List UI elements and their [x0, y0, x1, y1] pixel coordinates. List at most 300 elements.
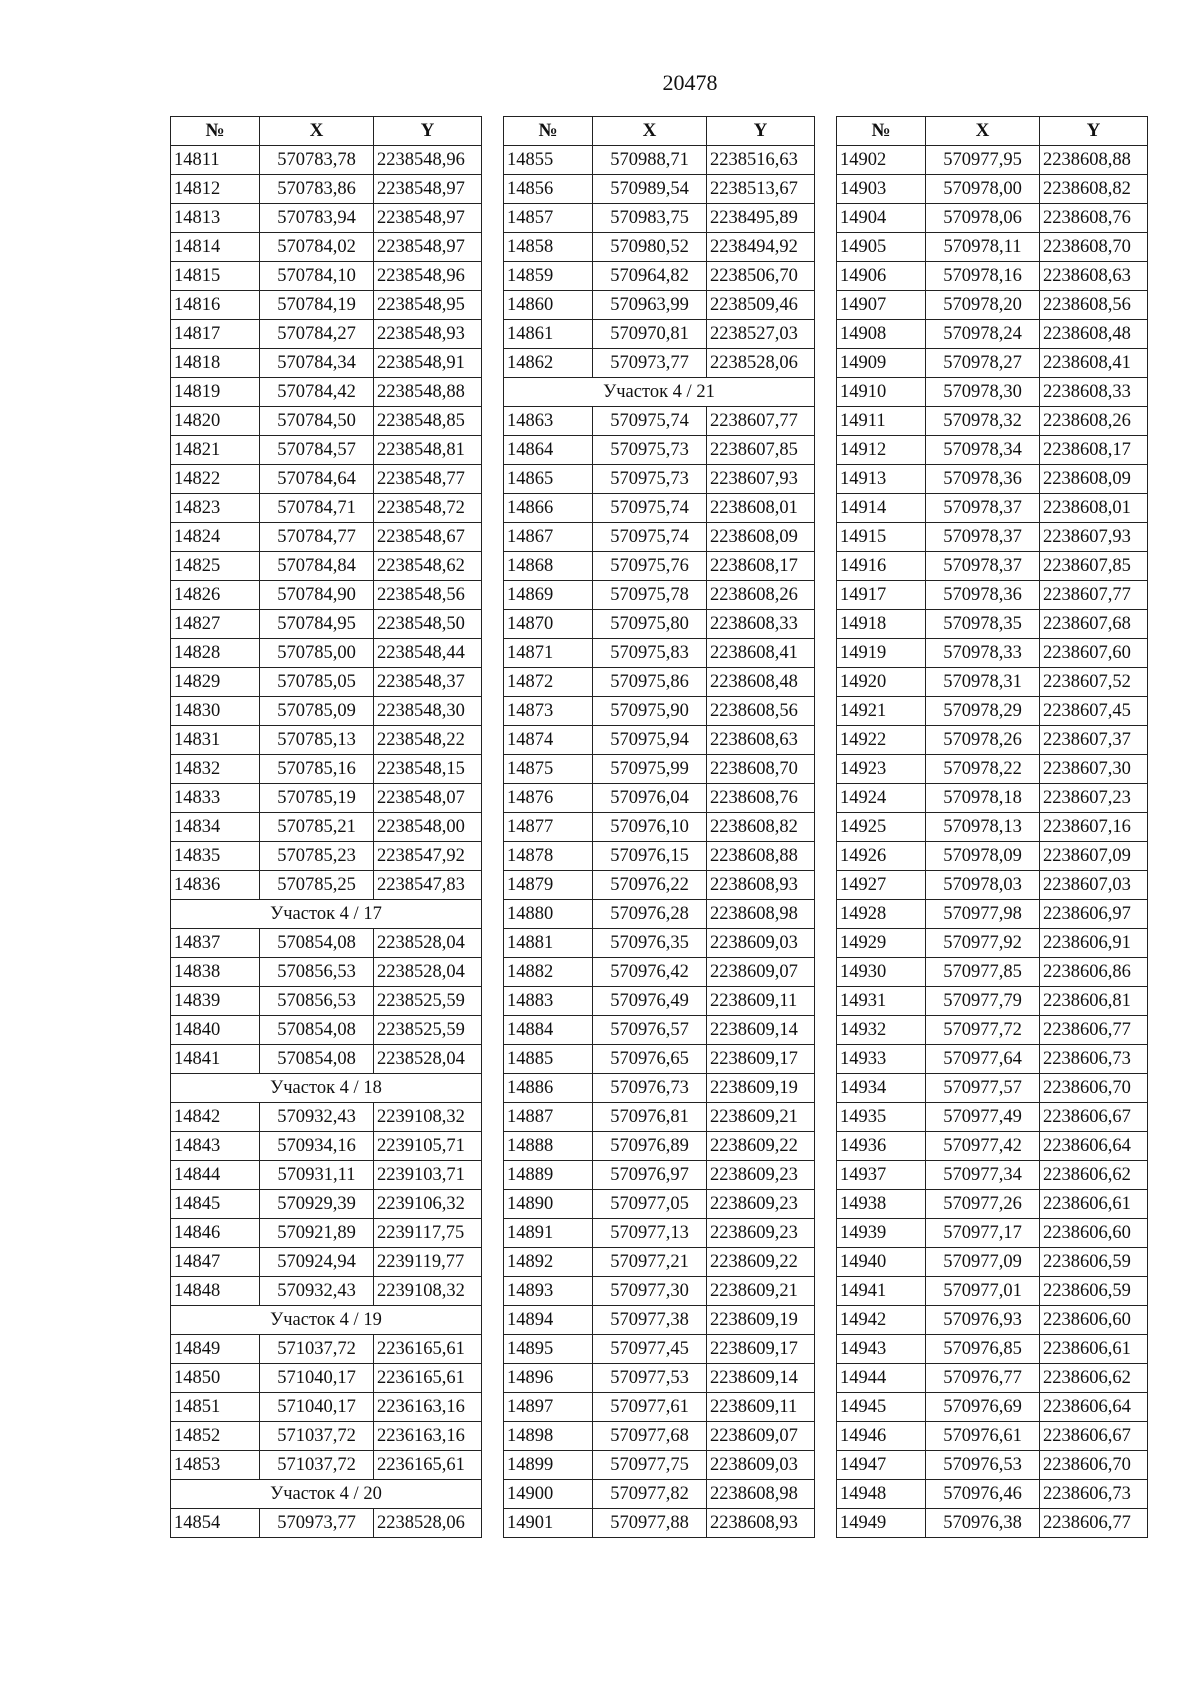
table-row — [504, 1451, 815, 1480]
x-coordinate-cell: 570978,00 — [926, 175, 1040, 204]
y-coordinate-cell: 2239117,75 — [374, 1219, 482, 1248]
y-coordinate-cell: 2238608,26 — [1040, 407, 1148, 436]
table-row — [837, 1132, 1148, 1161]
point-number-cell: 14838 — [171, 958, 260, 987]
x-coordinate-cell: 570784,27 — [260, 320, 374, 349]
table-row — [171, 1277, 482, 1306]
x-coordinate-cell: 571037,72 — [260, 1335, 374, 1364]
point-number-cell: 14816 — [171, 291, 260, 320]
point-number-cell: 14938 — [837, 1190, 926, 1219]
x-coordinate-cell: 570988,71 — [593, 146, 707, 175]
x-coordinate-cell: 570978,16 — [926, 262, 1040, 291]
table-row — [171, 726, 482, 755]
x-coordinate-cell: 570977,09 — [926, 1248, 1040, 1277]
table-row — [171, 639, 482, 668]
table-row — [171, 1248, 482, 1277]
x-coordinate-cell: 570784,64 — [260, 465, 374, 494]
point-number-cell: 14874 — [504, 726, 593, 755]
point-number-cell: 14939 — [837, 1219, 926, 1248]
table-row — [171, 291, 482, 320]
y-coordinate-cell: 2238608,70 — [1040, 233, 1148, 262]
table-row — [837, 1190, 1148, 1219]
x-coordinate-cell: 570978,13 — [926, 813, 1040, 842]
table-row — [171, 871, 482, 900]
table-row — [504, 523, 815, 552]
table-row — [837, 1393, 1148, 1422]
table-row — [504, 813, 815, 842]
x-coordinate-cell: 570977,01 — [926, 1277, 1040, 1306]
y-coordinate-cell: 2238608,41 — [707, 639, 815, 668]
y-coordinate-cell: 2238608,82 — [1040, 175, 1148, 204]
x-coordinate-cell: 570978,06 — [926, 204, 1040, 233]
table-row — [504, 1016, 815, 1045]
point-number-cell: 14820 — [171, 407, 260, 436]
column-header-x: X — [260, 117, 374, 146]
table-row — [837, 726, 1148, 755]
y-coordinate-cell: 2238608,41 — [1040, 349, 1148, 378]
point-number-cell: 14831 — [171, 726, 260, 755]
x-coordinate-cell: 570978,09 — [926, 842, 1040, 871]
point-number-cell: 14823 — [171, 494, 260, 523]
table-row — [837, 871, 1148, 900]
x-coordinate-cell: 570784,90 — [260, 581, 374, 610]
y-coordinate-cell: 2238608,56 — [707, 697, 815, 726]
x-coordinate-cell: 570783,78 — [260, 146, 374, 175]
x-coordinate-cell: 570977,45 — [593, 1335, 707, 1364]
table-row — [837, 639, 1148, 668]
x-coordinate-cell: 570978,31 — [926, 668, 1040, 697]
point-number-cell: 14932 — [837, 1016, 926, 1045]
table-row — [171, 146, 482, 175]
table-row — [171, 262, 482, 291]
y-coordinate-cell: 2238609,23 — [707, 1219, 815, 1248]
section-label: Участок 4 / 19 — [171, 1306, 482, 1335]
table-row — [837, 233, 1148, 262]
x-coordinate-cell: 570976,81 — [593, 1103, 707, 1132]
point-number-cell: 14815 — [171, 262, 260, 291]
x-coordinate-cell: 570784,84 — [260, 552, 374, 581]
point-number-cell: 14842 — [171, 1103, 260, 1132]
point-number-cell: 14818 — [171, 349, 260, 378]
point-number-cell: 14933 — [837, 1045, 926, 1074]
point-number-cell: 14915 — [837, 523, 926, 552]
table-row — [837, 1306, 1148, 1335]
point-number-cell: 14824 — [171, 523, 260, 552]
y-coordinate-cell: 2238548,81 — [374, 436, 482, 465]
y-coordinate-cell: 2238607,52 — [1040, 668, 1148, 697]
y-coordinate-cell: 2238547,92 — [374, 842, 482, 871]
table-row — [504, 610, 815, 639]
x-coordinate-cell: 570976,93 — [926, 1306, 1040, 1335]
y-coordinate-cell: 2238607,68 — [1040, 610, 1148, 639]
table-row — [504, 436, 815, 465]
x-coordinate-cell: 570977,98 — [926, 900, 1040, 929]
x-coordinate-cell: 570931,11 — [260, 1161, 374, 1190]
table-row — [171, 349, 482, 378]
section-row — [171, 1480, 482, 1509]
table-row — [504, 726, 815, 755]
section-label: Участок 4 / 21 — [504, 378, 815, 407]
point-number-cell: 14924 — [837, 784, 926, 813]
x-coordinate-cell: 570977,34 — [926, 1161, 1040, 1190]
y-coordinate-cell: 2238608,48 — [1040, 320, 1148, 349]
point-number-cell: 14896 — [504, 1364, 593, 1393]
x-coordinate-cell: 570977,26 — [926, 1190, 1040, 1219]
table-row — [504, 1161, 815, 1190]
point-number-cell: 14902 — [837, 146, 926, 175]
y-coordinate-cell: 2239108,32 — [374, 1277, 482, 1306]
table-row — [171, 813, 482, 842]
y-coordinate-cell: 2238548,15 — [374, 755, 482, 784]
column-header-number: № — [504, 117, 593, 146]
x-coordinate-cell: 570975,74 — [593, 407, 707, 436]
table-row — [504, 407, 815, 436]
section-row — [171, 1074, 482, 1103]
x-coordinate-cell: 570784,34 — [260, 349, 374, 378]
x-coordinate-cell: 570929,39 — [260, 1190, 374, 1219]
point-number-cell: 14817 — [171, 320, 260, 349]
point-number-cell: 14913 — [837, 465, 926, 494]
point-number-cell: 14890 — [504, 1190, 593, 1219]
x-coordinate-cell: 570976,38 — [926, 1509, 1040, 1538]
y-coordinate-cell: 2238608,01 — [1040, 494, 1148, 523]
y-coordinate-cell: 2238548,67 — [374, 523, 482, 552]
point-number-cell: 14905 — [837, 233, 926, 262]
table-row — [171, 958, 482, 987]
table-row — [171, 784, 482, 813]
point-number-cell: 14826 — [171, 581, 260, 610]
table-row — [504, 1132, 815, 1161]
x-coordinate-cell: 570978,36 — [926, 465, 1040, 494]
point-number-cell: 14825 — [171, 552, 260, 581]
table-row — [171, 320, 482, 349]
table-row — [837, 1219, 1148, 1248]
table-row — [504, 233, 815, 262]
y-coordinate-cell: 2238606,73 — [1040, 1480, 1148, 1509]
x-coordinate-cell: 570934,16 — [260, 1132, 374, 1161]
point-number-cell: 14909 — [837, 349, 926, 378]
x-coordinate-cell: 570976,42 — [593, 958, 707, 987]
x-coordinate-cell: 570978,24 — [926, 320, 1040, 349]
y-coordinate-cell: 2238548,22 — [374, 726, 482, 755]
y-coordinate-cell: 2238506,70 — [707, 262, 815, 291]
point-number-cell: 14867 — [504, 523, 593, 552]
point-number-cell: 14835 — [171, 842, 260, 871]
y-coordinate-cell: 2238608,09 — [707, 523, 815, 552]
x-coordinate-cell: 570977,64 — [926, 1045, 1040, 1074]
y-coordinate-cell: 2236163,16 — [374, 1422, 482, 1451]
x-coordinate-cell: 570977,17 — [926, 1219, 1040, 1248]
x-coordinate-cell: 570976,89 — [593, 1132, 707, 1161]
x-coordinate-cell: 570784,19 — [260, 291, 374, 320]
point-number-cell: 14928 — [837, 900, 926, 929]
table-row — [171, 175, 482, 204]
y-coordinate-cell: 2238607,30 — [1040, 755, 1148, 784]
x-coordinate-cell: 570977,30 — [593, 1277, 707, 1306]
x-coordinate-cell: 570975,90 — [593, 697, 707, 726]
x-coordinate-cell: 570977,85 — [926, 958, 1040, 987]
x-coordinate-cell: 570977,88 — [593, 1509, 707, 1538]
table-row — [837, 697, 1148, 726]
point-number-cell: 14947 — [837, 1451, 926, 1480]
y-coordinate-cell: 2238607,23 — [1040, 784, 1148, 813]
y-coordinate-cell: 2238608,63 — [1040, 262, 1148, 291]
point-number-cell: 14873 — [504, 697, 593, 726]
x-coordinate-cell: 570978,11 — [926, 233, 1040, 262]
table-row — [171, 987, 482, 1016]
point-number-cell: 14846 — [171, 1219, 260, 1248]
y-coordinate-cell: 2238548,77 — [374, 465, 482, 494]
y-coordinate-cell: 2238608,17 — [707, 552, 815, 581]
table-row — [504, 1103, 815, 1132]
point-number-cell: 14834 — [171, 813, 260, 842]
point-number-cell: 14936 — [837, 1132, 926, 1161]
y-coordinate-cell: 2239119,77 — [374, 1248, 482, 1277]
x-coordinate-cell: 570976,57 — [593, 1016, 707, 1045]
table-row — [837, 842, 1148, 871]
y-coordinate-cell: 2238607,16 — [1040, 813, 1148, 842]
y-coordinate-cell: 2238609,11 — [707, 1393, 815, 1422]
x-coordinate-cell: 571040,17 — [260, 1393, 374, 1422]
point-number-cell: 14812 — [171, 175, 260, 204]
point-number-cell: 14927 — [837, 871, 926, 900]
point-number-cell: 14839 — [171, 987, 260, 1016]
table-row — [837, 552, 1148, 581]
table-row — [504, 552, 815, 581]
table-row — [171, 1393, 482, 1422]
x-coordinate-cell: 570980,52 — [593, 233, 707, 262]
point-number-cell: 14871 — [504, 639, 593, 668]
y-coordinate-cell: 2238607,77 — [707, 407, 815, 436]
x-coordinate-cell: 570978,26 — [926, 726, 1040, 755]
point-number-cell: 14940 — [837, 1248, 926, 1277]
point-number-cell: 14840 — [171, 1016, 260, 1045]
y-coordinate-cell: 2238548,50 — [374, 610, 482, 639]
y-coordinate-cell: 2238606,97 — [1040, 900, 1148, 929]
table-row — [837, 1335, 1148, 1364]
point-number-cell: 14858 — [504, 233, 593, 262]
point-number-cell: 14876 — [504, 784, 593, 813]
table-row — [837, 1364, 1148, 1393]
x-coordinate-cell: 570784,10 — [260, 262, 374, 291]
y-coordinate-cell: 2238608,01 — [707, 494, 815, 523]
point-number-cell: 14811 — [171, 146, 260, 175]
table-row — [504, 697, 815, 726]
table-row — [504, 1335, 815, 1364]
point-number-cell: 14888 — [504, 1132, 593, 1161]
point-number-cell: 14870 — [504, 610, 593, 639]
point-number-cell: 14848 — [171, 1277, 260, 1306]
x-coordinate-cell: 570854,08 — [260, 1016, 374, 1045]
point-number-cell: 14934 — [837, 1074, 926, 1103]
y-coordinate-cell: 2238609,03 — [707, 929, 815, 958]
x-coordinate-cell: 570977,13 — [593, 1219, 707, 1248]
table-row — [504, 639, 815, 668]
table-row — [837, 204, 1148, 233]
table-row — [504, 1277, 815, 1306]
table-row — [171, 1335, 482, 1364]
table-row — [504, 958, 815, 987]
x-coordinate-cell: 570785,23 — [260, 842, 374, 871]
table-row — [504, 320, 815, 349]
x-coordinate-cell: 570977,82 — [593, 1480, 707, 1509]
point-number-cell: 14813 — [171, 204, 260, 233]
table-row — [837, 146, 1148, 175]
table-row — [171, 378, 482, 407]
y-coordinate-cell: 2238609,07 — [707, 1422, 815, 1451]
y-coordinate-cell: 2238548,95 — [374, 291, 482, 320]
y-coordinate-cell: 2238548,88 — [374, 378, 482, 407]
table-row — [837, 1422, 1148, 1451]
table-row — [504, 755, 815, 784]
x-coordinate-cell: 570983,75 — [593, 204, 707, 233]
point-number-cell: 14901 — [504, 1509, 593, 1538]
point-number-cell: 14884 — [504, 1016, 593, 1045]
x-coordinate-cell: 570977,21 — [593, 1248, 707, 1277]
y-coordinate-cell: 2238528,04 — [374, 1045, 482, 1074]
y-coordinate-cell: 2238548,96 — [374, 262, 482, 291]
table-row — [837, 1277, 1148, 1306]
x-coordinate-cell: 570975,76 — [593, 552, 707, 581]
table-row — [837, 320, 1148, 349]
y-coordinate-cell: 2238548,62 — [374, 552, 482, 581]
point-number-cell: 14911 — [837, 407, 926, 436]
y-coordinate-cell: 2238609,11 — [707, 987, 815, 1016]
table-row — [504, 1190, 815, 1219]
point-number-cell: 14850 — [171, 1364, 260, 1393]
point-number-cell: 14900 — [504, 1480, 593, 1509]
x-coordinate-cell: 570784,42 — [260, 378, 374, 407]
y-coordinate-cell: 2238547,83 — [374, 871, 482, 900]
point-number-cell: 14821 — [171, 436, 260, 465]
table-row — [171, 1219, 482, 1248]
point-number-cell: 14926 — [837, 842, 926, 871]
x-coordinate-cell: 570978,03 — [926, 871, 1040, 900]
x-coordinate-cell: 570785,21 — [260, 813, 374, 842]
y-coordinate-cell: 2238608,48 — [707, 668, 815, 697]
point-number-cell: 14845 — [171, 1190, 260, 1219]
x-coordinate-cell: 570978,33 — [926, 639, 1040, 668]
y-coordinate-cell: 2238528,04 — [374, 958, 482, 987]
x-coordinate-cell: 570977,49 — [926, 1103, 1040, 1132]
point-number-cell: 14899 — [504, 1451, 593, 1480]
point-number-cell: 14856 — [504, 175, 593, 204]
table-row — [171, 204, 482, 233]
x-coordinate-cell: 570976,85 — [926, 1335, 1040, 1364]
table-row — [504, 987, 815, 1016]
table-row — [504, 842, 815, 871]
table-row — [504, 1045, 815, 1074]
x-coordinate-cell: 570978,18 — [926, 784, 1040, 813]
y-coordinate-cell: 2238609,14 — [707, 1364, 815, 1393]
section-label: Участок 4 / 17 — [171, 900, 482, 929]
y-coordinate-cell: 2238609,19 — [707, 1306, 815, 1335]
section-row — [171, 900, 482, 929]
table-row — [837, 610, 1148, 639]
x-coordinate-cell: 570784,50 — [260, 407, 374, 436]
x-coordinate-cell: 570785,19 — [260, 784, 374, 813]
table-row — [504, 1074, 815, 1103]
x-coordinate-cell: 570976,97 — [593, 1161, 707, 1190]
table-row — [171, 1132, 482, 1161]
table-row — [837, 900, 1148, 929]
page-number: 20478 — [662, 70, 718, 95]
table-row — [171, 1422, 482, 1451]
x-coordinate-cell: 570975,94 — [593, 726, 707, 755]
y-coordinate-cell: 2238606,62 — [1040, 1161, 1148, 1190]
x-coordinate-cell: 570978,35 — [926, 610, 1040, 639]
x-coordinate-cell: 570989,54 — [593, 175, 707, 204]
x-coordinate-cell: 570976,10 — [593, 813, 707, 842]
table-row — [837, 523, 1148, 552]
point-number-cell: 14912 — [837, 436, 926, 465]
point-number-cell: 14929 — [837, 929, 926, 958]
point-number-cell: 14827 — [171, 610, 260, 639]
y-coordinate-cell: 2238606,91 — [1040, 929, 1148, 958]
x-coordinate-cell: 570978,37 — [926, 523, 1040, 552]
x-coordinate-cell: 570785,05 — [260, 668, 374, 697]
x-coordinate-cell: 570976,49 — [593, 987, 707, 1016]
table-row — [171, 465, 482, 494]
x-coordinate-cell: 570978,22 — [926, 755, 1040, 784]
point-number-cell: 14923 — [837, 755, 926, 784]
y-coordinate-cell: 2239105,71 — [374, 1132, 482, 1161]
table-header-row — [837, 117, 1148, 146]
point-number-cell: 14887 — [504, 1103, 593, 1132]
table-row — [837, 494, 1148, 523]
x-coordinate-cell: 570975,83 — [593, 639, 707, 668]
section-label: Участок 4 / 20 — [171, 1480, 482, 1509]
y-coordinate-cell: 2238606,61 — [1040, 1335, 1148, 1364]
x-coordinate-cell: 570784,77 — [260, 523, 374, 552]
x-coordinate-cell: 570975,73 — [593, 436, 707, 465]
point-number-cell: 14833 — [171, 784, 260, 813]
y-coordinate-cell: 2238608,98 — [707, 900, 815, 929]
x-coordinate-cell: 570973,77 — [260, 1509, 374, 1538]
column-header-y: Y — [707, 117, 815, 146]
y-coordinate-cell: 2238607,37 — [1040, 726, 1148, 755]
y-coordinate-cell: 2238608,88 — [707, 842, 815, 871]
point-number-cell: 14847 — [171, 1248, 260, 1277]
x-coordinate-cell: 570978,34 — [926, 436, 1040, 465]
coordinates-table-1 — [170, 116, 482, 1538]
table-row — [171, 1364, 482, 1393]
x-coordinate-cell: 570970,81 — [593, 320, 707, 349]
y-coordinate-cell: 2238609,07 — [707, 958, 815, 987]
y-coordinate-cell: 2238528,06 — [374, 1509, 482, 1538]
table-row — [171, 668, 482, 697]
x-coordinate-cell: 570785,25 — [260, 871, 374, 900]
y-coordinate-cell: 2238609,21 — [707, 1103, 815, 1132]
point-number-cell: 14920 — [837, 668, 926, 697]
y-coordinate-cell: 2238607,03 — [1040, 871, 1148, 900]
x-coordinate-cell: 570976,46 — [926, 1480, 1040, 1509]
point-number-cell: 14948 — [837, 1480, 926, 1509]
y-coordinate-cell: 2238609,21 — [707, 1277, 815, 1306]
y-coordinate-cell: 2238606,64 — [1040, 1132, 1148, 1161]
table-row — [837, 813, 1148, 842]
y-coordinate-cell: 2238609,14 — [707, 1016, 815, 1045]
column-header-x: X — [926, 117, 1040, 146]
y-coordinate-cell: 2238608,70 — [707, 755, 815, 784]
y-coordinate-cell: 2238516,63 — [707, 146, 815, 175]
y-coordinate-cell: 2238548,37 — [374, 668, 482, 697]
point-number-cell: 14860 — [504, 291, 593, 320]
table-row — [504, 262, 815, 291]
table-row — [837, 262, 1148, 291]
y-coordinate-cell: 2238607,85 — [707, 436, 815, 465]
x-coordinate-cell: 570964,82 — [593, 262, 707, 291]
